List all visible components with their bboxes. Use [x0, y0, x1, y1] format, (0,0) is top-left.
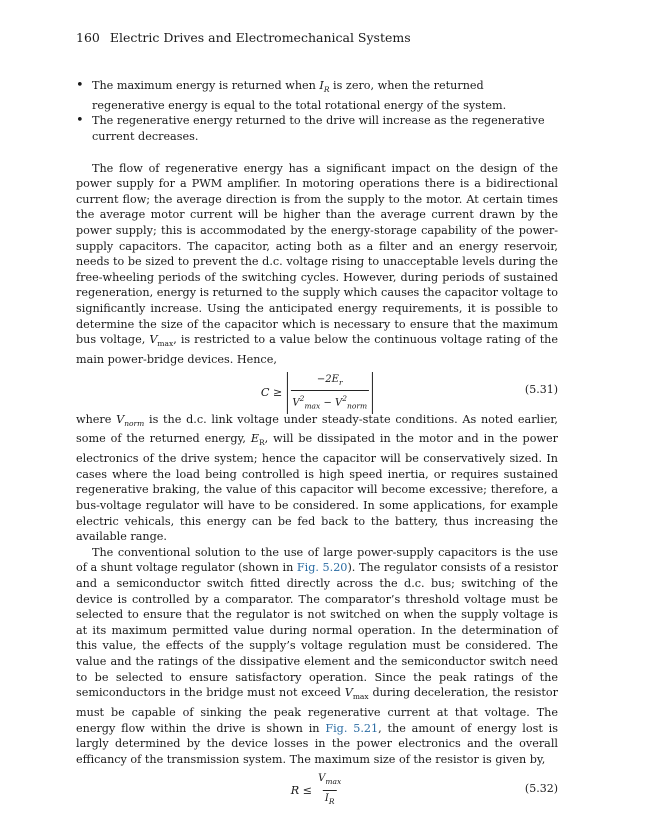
equation-body: C ≥ $\frac{-2E_r}{V^2_{max} - V^2_{norm}}$ — [261, 372, 373, 415]
page-number: 160 — [76, 30, 100, 45]
paragraph-shunt-regulator: The conventional solution to the use of large power-supply capacitors is the use of a shunt voltage regulator (shown in Fig. 5.20). The regulator consists of a resistor and a semiconductor switch fitted directly across the d.c. bus; switching of the device is controlled by a comparator. The comparator’s threshold voltage must be selected to ensure that the regulator is not switched on when the supply voltage is at its maximum permitted value during normal operation. In the determination of this value, the effects of the supply’s voltage regulation must be considered. The value and the ratings of the dissipative element and the semiconductor switch need to be selected to ensure satisfactory operation. Since the peak ratings of the semiconductors in the bridge must not exceed $V_{max}$ during deceleration, the resistor must be capable of sinking the peak regenerative current at that voltage. The energy flow within the drive is shown in Fig. 5.21, the amount of energy lost is largly determined by the device losses in the power electronics and the overall efficancy of the transmission system. The maximum size of the resistor is given by, — [76, 545, 558, 766]
equation-number: (5.31) — [524, 382, 558, 396]
equation-body: R ≤ $\frac{V_{max}}{I_R}$ — [291, 771, 343, 809]
page-body — [76, 78, 558, 813]
figure-link-5-20[interactable]: Fig. 5.20 — [296, 561, 348, 575]
equation-5-32 — [76, 771, 558, 809]
equation-number: (5.32) — [524, 782, 558, 796]
paragraph-capacitor: The flow of regenerative energy has a significant impact on the design of the power supply for a PWM amplifier. In motoring operations there is a bidirectional current flow; the average direction is from the supply to the motor. At certain times the average motor current will be higher than the average current drawn by the power supply; this is accommodated by the energy-storage capability of the power-supply capacitors. The capacitor, acting both as a filter and an energy reservoir, needs to be sized to prevent the d.c. voltage rising to unacceptable levels during the free-wheeling periods of the switching cycles. However, during periods of sustained regeneration, energy is returned to the supply which causes the capacitor voltage to significantly increase. Using the anticipated energy requirements, it is possible to determine the size of the capacitor which is necessary to ensure that the maximum bus voltage, $V_{max}$, is restricted to a value below the continuous voltage rating of the main power-bridge devices. Hence, — [76, 161, 559, 366]
running-title: Electric Drives and Electromechanical Systems — [109, 30, 411, 45]
absolute-value: $\frac{-2E_r}{V^2_{max} - V^2_{norm}}$ — [286, 372, 373, 415]
list-item: • The maximum energy is returned when $I_R$ is zero, when the returned regenerative energy is equal to the total rotational energy of the system. — [76, 78, 558, 113]
figure-link-5-21[interactable]: Fig. 5.21 — [325, 721, 379, 735]
running-header — [76, 30, 411, 45]
equation-5-31 — [76, 372, 558, 411]
paragraph-vnorm: where $V_{norm}$ is the d.c. link voltage under steady-state conditions. As noted earlier, some of the returned energy, $E_R$, will be dissipated in the motor and in the power electronics of the drive system; hence the capacitor will be conservatively sized. In cases where the load being controlled is high speed inertia, or requires sustained regenerative braking, the value of this capacitor will become excessive; therefore, a bus-voltage regulator will have to be considered. In some applications, for example electric vehicals, this energy can be fed back to the battery, thus increasing the available range. — [76, 412, 558, 544]
list-item: • The regenerative energy returned to the drive will increase as the regenerative current decreases. — [76, 113, 558, 144]
bullet-list — [76, 78, 558, 145]
